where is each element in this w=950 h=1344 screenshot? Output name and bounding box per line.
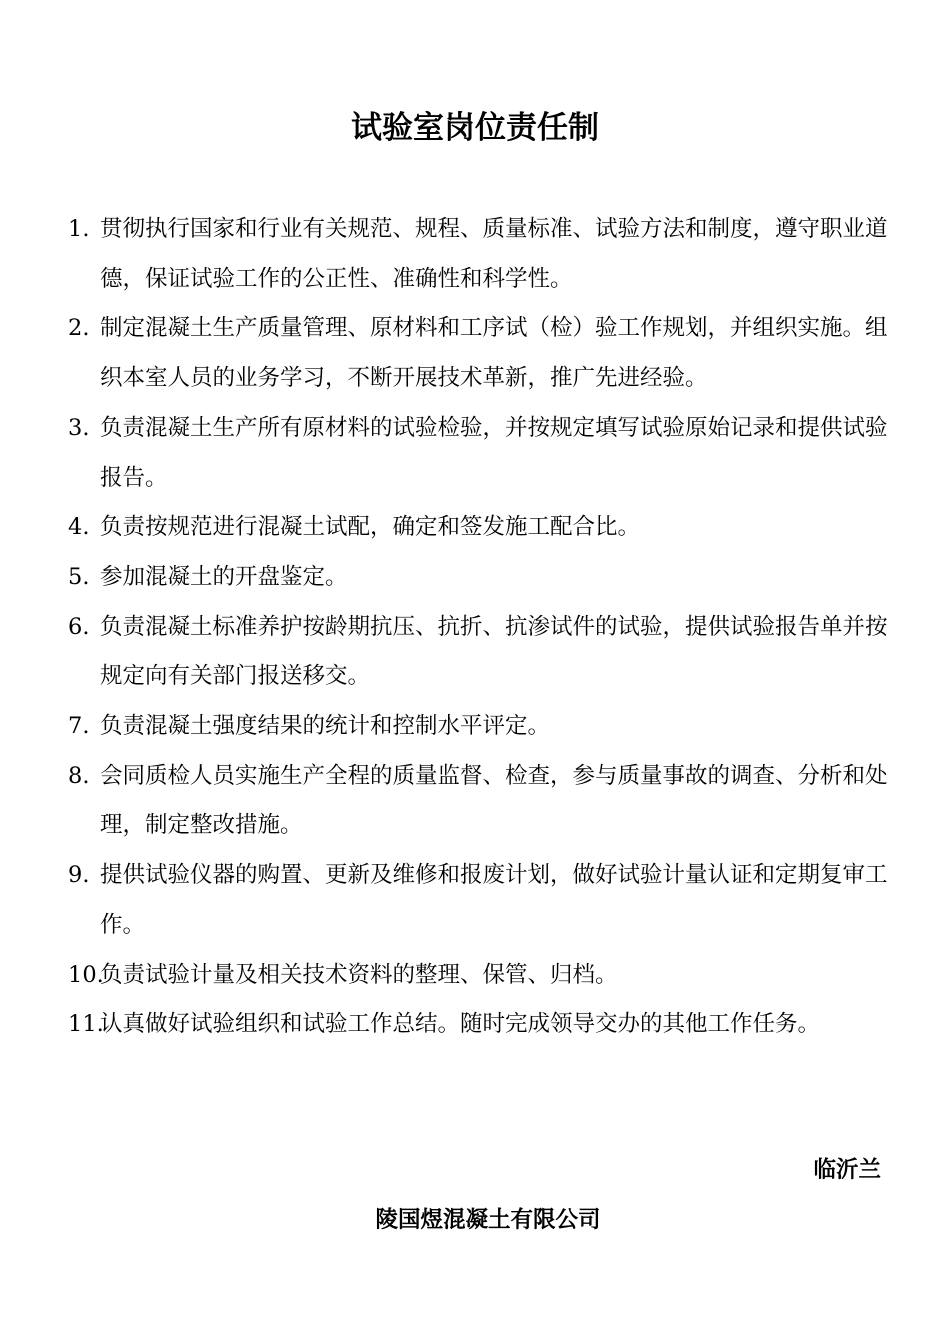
clause-list — [68, 205, 898, 1050]
item-number: 3. — [68, 414, 90, 441]
item-text: 会同质检人员实施生产全程的质量监督、检查，参与质量事故的调查、分析和处理，制定整改措施。 — [100, 762, 888, 839]
item-number: 9. — [68, 862, 90, 889]
item-text: 参加混凝土的开盘鉴定。 — [100, 563, 348, 590]
signature-line-2: 陵国煜混凝土有限公司 — [375, 1207, 601, 1233]
item-text: 提供试验仪器的购置、更新及维修和报废计划，做好试验计量认证和定期复审工作。 — [100, 862, 888, 938]
item-number: 10. — [68, 961, 104, 988]
list-item — [68, 553, 898, 603]
list-item — [68, 752, 898, 851]
list-item — [68, 404, 898, 503]
item-number: 8. — [68, 762, 90, 789]
item-number: 5. — [68, 563, 90, 590]
item-text: 负责按规范进行混凝土试配，确定和签发施工配合比。 — [100, 514, 641, 541]
list-item — [68, 702, 898, 752]
item-text: 负责混凝土标准养护按龄期抗压、抗折、抗渗试件的试验，提供试验报告单并按规定向有关部门报送移交。 — [100, 613, 888, 690]
item-text: 贯彻执行国家和行业有关规范、规程、质量标准、试验方法和制度，遵守职业道德，保证试验工作的公正性、准确性和科学性。 — [100, 216, 888, 292]
item-number: 1. — [68, 216, 90, 242]
item-number: 4. — [68, 514, 90, 541]
list-item — [68, 1000, 898, 1050]
item-text: 负责混凝土强度结果的统计和控制水平评定。 — [100, 713, 551, 740]
item-number: 11. — [68, 1011, 104, 1038]
item-number: 6. — [68, 613, 90, 640]
list-item — [68, 851, 898, 950]
item-text: 负责试验计量及相关技术资料的整理、保管、归档。 — [100, 961, 618, 988]
item-text: 认真做好试验组织和试验工作总结。随时完成领导交办的其他工作任务。 — [100, 1011, 821, 1038]
list-item — [68, 205, 898, 304]
list-item — [68, 503, 898, 553]
list-item — [68, 951, 898, 1001]
list-item — [68, 603, 898, 702]
list-item — [68, 304, 898, 403]
item-text: 制定混凝土生产质量管理、原材料和工序试（检）验工作规划，并组织实施。组织本室人员的业务学习，不断开展技术革新，推广先进经验。 — [100, 315, 888, 392]
signature-line-1: 临沂兰 — [813, 1157, 881, 1183]
item-number: 7. — [68, 713, 90, 740]
item-number: 2. — [68, 315, 90, 342]
item-text: 负责混凝土生产所有原材料的试验检验，并按规定填写试验原始记录和提供试验报告。 — [100, 414, 888, 491]
page-title: 试验室岗位责任制 — [351, 110, 599, 146]
